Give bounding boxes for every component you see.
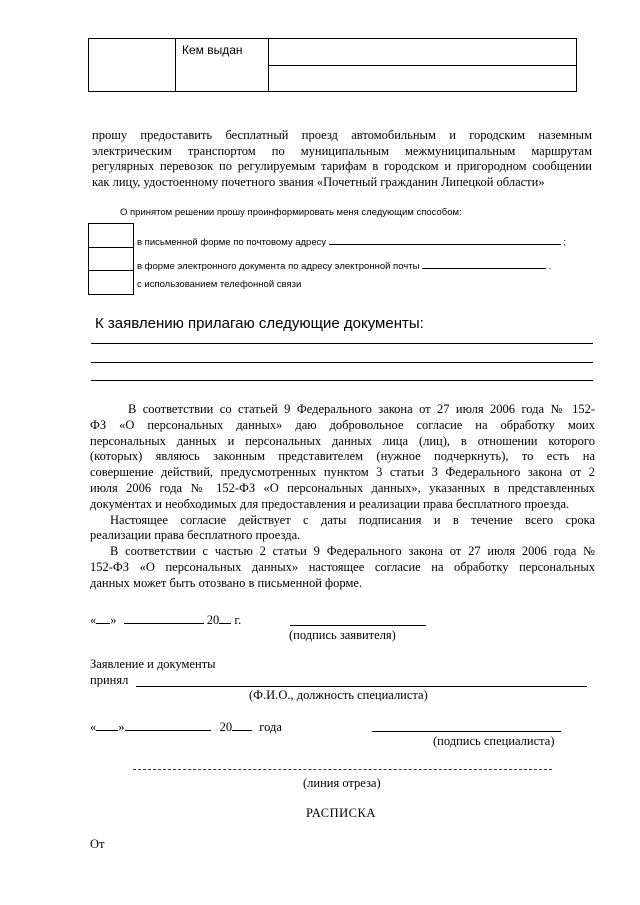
consent-line: В соответствии с частью 2 статьи 9 Федерального закона от 27 июля 2006 года № bbox=[110, 544, 595, 559]
specialist-day-field[interactable] bbox=[96, 719, 118, 731]
option-phone: с использованием телефонной связи bbox=[137, 279, 302, 290]
specialist-date: « » 20 года bbox=[90, 720, 282, 734]
applicant-signature-line[interactable] bbox=[290, 625, 426, 626]
consent-line: В соответствии со статьей 9 Федерального закона от 27 июля 2006 года № 152- bbox=[128, 402, 595, 416]
attachments-line-2[interactable] bbox=[91, 362, 593, 363]
cut-line bbox=[133, 769, 552, 770]
request-paragraph bbox=[92, 128, 592, 190]
request-line: прошу предоставить бесплатный проезд автомобильным и городским наземным bbox=[92, 128, 592, 142]
table-empty-cell bbox=[89, 39, 176, 92]
consent-line: документах и необходимых для предоставления и реализации права бесплатного проезда. bbox=[90, 496, 570, 511]
specialist-year-field[interactable] bbox=[232, 719, 252, 731]
option-checkbox-phone[interactable] bbox=[88, 271, 134, 295]
specialist-signature-line[interactable] bbox=[372, 731, 561, 732]
applicant-day-field[interactable] bbox=[96, 612, 110, 624]
option-checkbox-mail[interactable] bbox=[88, 223, 134, 248]
request-line: электрическим транспортом по муниципальным межмуниципальным маршрутам bbox=[92, 143, 592, 158]
applicant-signature-caption: (подпись заявителя) bbox=[289, 628, 396, 642]
consent-line: (которых) являюсь законным представителем (нужное подчеркнуть), то есть на bbox=[90, 449, 595, 464]
consent-line: Настоящее согласие действует с даты подписания и в течение всего срока bbox=[110, 512, 595, 527]
notification-intro: О принятом решении прошу проинформировать меня следующим способом: bbox=[120, 207, 462, 218]
request-line: регулярных перевозок по регулируемым тарифам в городском и пригородном сообщении bbox=[92, 159, 592, 173]
specialist-signature-caption: (подпись специалиста) bbox=[433, 734, 555, 748]
issued-by-label: Кем выдан bbox=[176, 39, 269, 92]
accepted-line-1: Заявление и документы bbox=[90, 657, 216, 671]
attachments-line-1[interactable] bbox=[91, 343, 593, 344]
receipt-title: РАСПИСКА bbox=[306, 806, 376, 820]
accepted-caption: (Ф.И.О., должность специалиста) bbox=[249, 688, 428, 702]
cut-line-caption: (линия отреза) bbox=[303, 776, 381, 790]
mail-address-field[interactable] bbox=[329, 233, 561, 245]
consent-line: ФЗ «О персональных данных» даю добровольное согласие на обработку моих bbox=[90, 417, 595, 432]
applicant-month-field[interactable] bbox=[124, 612, 204, 624]
attachments-line-3[interactable] bbox=[91, 380, 593, 381]
issued-by-table bbox=[88, 38, 577, 92]
attachments-heading: К заявлению прилагаю следующие документы: bbox=[95, 315, 424, 332]
consent-line: 152-ФЗ «О персональных данных» настоящее согласие на обработку персональных bbox=[90, 559, 595, 574]
consent-line: реализации права бесплатного проезда. bbox=[90, 528, 301, 543]
specialist-month-field[interactable] bbox=[125, 719, 211, 731]
consent-line: совершение действий, предусмотренных пунктом 3 статьи 3 Федерального закона от 2 bbox=[90, 465, 595, 480]
receipt-from-label: От bbox=[90, 837, 105, 851]
applicant-date: « » 20 г. bbox=[90, 613, 242, 627]
option-checkbox-email[interactable] bbox=[88, 247, 134, 271]
issued-by-field-1[interactable] bbox=[269, 39, 577, 66]
accepted-line-2: принял bbox=[90, 673, 129, 687]
accepted-name-field[interactable] bbox=[136, 686, 587, 687]
applicant-year-field[interactable] bbox=[219, 612, 231, 624]
option-mail: в письменной форме по почтовому адресу ; bbox=[137, 233, 566, 248]
email-address-field[interactable] bbox=[422, 257, 546, 269]
issued-by-field-2[interactable] bbox=[269, 65, 577, 92]
consent-line: персональных данных и персональных данных лица (лиц), в отношении которого bbox=[90, 433, 595, 448]
request-line: как лицу, удостоенному почетного звания «Почетный гражданин Липецкой области» bbox=[92, 174, 545, 189]
consent-paragraph bbox=[90, 402, 595, 592]
consent-line: данных может быть отозвано в письменной форме. bbox=[90, 575, 363, 590]
option-email: в форме электронного документа по адресу электронной почты . bbox=[137, 257, 551, 272]
consent-line: июля 2006 года № 152-ФЗ «О персональных данных», указанных в представленных bbox=[90, 480, 595, 495]
